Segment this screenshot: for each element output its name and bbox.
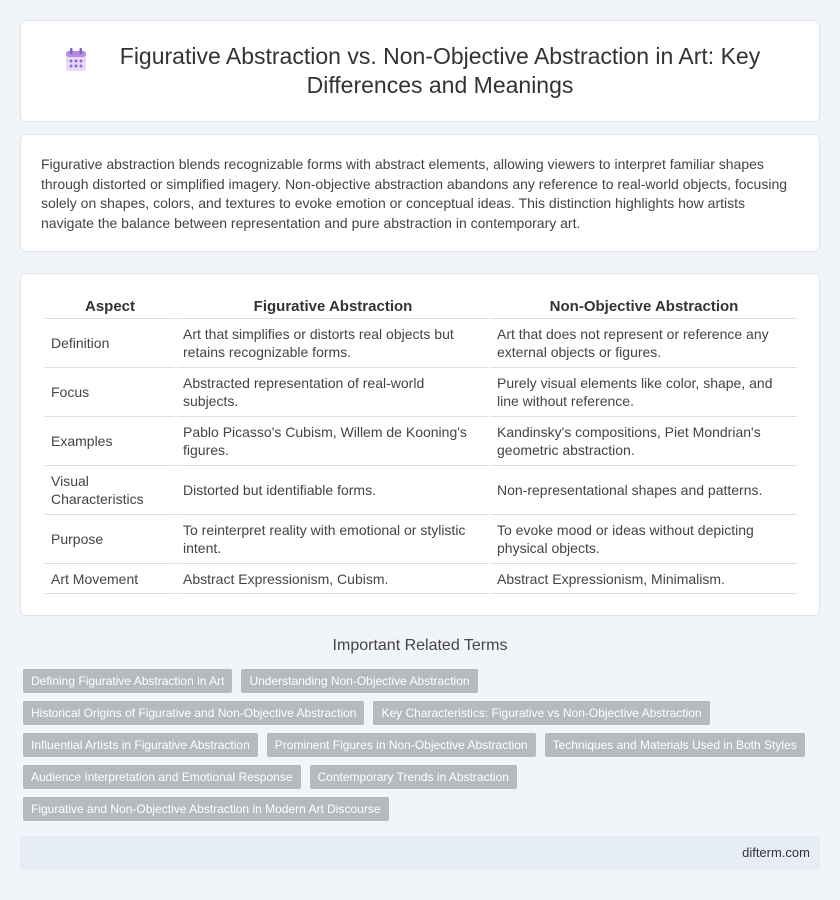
figurative-cell: Art that simplifies or distorts real objects but retains recognizable forms. [177, 319, 489, 368]
aspect-cell: Focus [45, 368, 175, 417]
related-term-link[interactable]: Prominent Figures in Non-Objective Abstraction [267, 733, 536, 757]
related-term-link[interactable]: Understanding Non-Objective Abstraction [241, 669, 477, 693]
calendar-icon [65, 48, 87, 72]
figurative-cell: To reinterpret reality with emotional or stylistic intent. [177, 515, 489, 564]
tag-row [23, 701, 823, 725]
table-row [45, 466, 797, 515]
aspect-cell: Purpose [45, 515, 175, 564]
header-non-objective: Non-Objective Abstraction [491, 294, 797, 319]
intro-card [20, 134, 820, 252]
non-objective-cell: To evoke mood or ideas without depicting physical objects. [491, 515, 797, 564]
non-objective-cell: Art that does not represent or reference any external objects or figures. [491, 319, 797, 368]
related-term-link[interactable]: Techniques and Materials Used in Both Styles [545, 733, 805, 757]
related-term-link[interactable]: Audience Interpretation and Emotional Response [23, 765, 301, 789]
related-term-link[interactable]: Figurative and Non-Objective Abstraction in Modern Art Discourse [23, 797, 389, 821]
table-row [45, 319, 797, 368]
related-term-link[interactable]: Key Characteristics: Figurative vs Non-Objective Abstraction [373, 701, 709, 725]
header-card [20, 20, 820, 122]
table-row [45, 515, 797, 564]
related-terms-title: Important Related Terms [332, 637, 508, 654]
tag-row [23, 733, 823, 757]
related-term-link[interactable]: Contemporary Trends in Abstraction [310, 765, 517, 789]
tag-row [23, 797, 823, 821]
aspect-cell: Examples [45, 417, 175, 466]
header-aspect: Aspect [45, 294, 175, 319]
header-figurative: Figurative Abstraction [177, 294, 489, 319]
non-objective-cell: Purely visual elements like color, shape, and line without reference. [491, 368, 797, 417]
figurative-cell: Pablo Picasso's Cubism, Willem de Kooning's figures. [177, 417, 489, 466]
related-term-link[interactable]: Influential Artists in Figurative Abstraction [23, 733, 258, 757]
related-term-link[interactable]: Defining Figurative Abstraction in Art [23, 669, 232, 693]
tag-row [23, 669, 823, 693]
related-term-link[interactable]: Historical Origins of Figurative and Non-Objective Abstraction [23, 701, 364, 725]
page-title: Figurative Abstraction vs. Non-Objective Abstraction in Art: Key Differences and Meanings [119, 43, 761, 98]
non-objective-cell: Abstract Expressionism, Minimalism. [491, 564, 797, 594]
footer [20, 836, 820, 870]
comparison-table [43, 294, 799, 594]
table-row [45, 417, 797, 466]
aspect-cell: Visual Characteristics [45, 466, 175, 515]
tag-row [23, 765, 823, 789]
related-terms-list [23, 669, 823, 829]
site-name[interactable]: difterm.com [742, 845, 810, 860]
figurative-cell: Abstracted representation of real-world subjects. [177, 368, 489, 417]
table-row [45, 368, 797, 417]
non-objective-cell: Non-representational shapes and patterns. [491, 466, 797, 515]
aspect-cell: Definition [45, 319, 175, 368]
intro-text: Figurative abstraction blends recognizable forms with abstract elements, allowing viewers to interpret familiar shapes through distorted or simplified imagery. Non-objective abstraction abandons any reference to real-world objects, focusing solely on shapes, colors, and textures to evoke emotion or conceptual ideas. This distinction highlights how artists navigate the balance between representation and pure abstraction in contemporary art. [41, 156, 788, 231]
figurative-cell: Abstract Expressionism, Cubism. [177, 564, 489, 594]
table-row [45, 564, 797, 594]
aspect-cell: Art Movement [45, 564, 175, 594]
non-objective-cell: Kandinsky's compositions, Piet Mondrian's geometric abstraction. [491, 417, 797, 466]
figurative-cell: Distorted but identifiable forms. [177, 466, 489, 515]
comparison-table-card [20, 273, 820, 616]
